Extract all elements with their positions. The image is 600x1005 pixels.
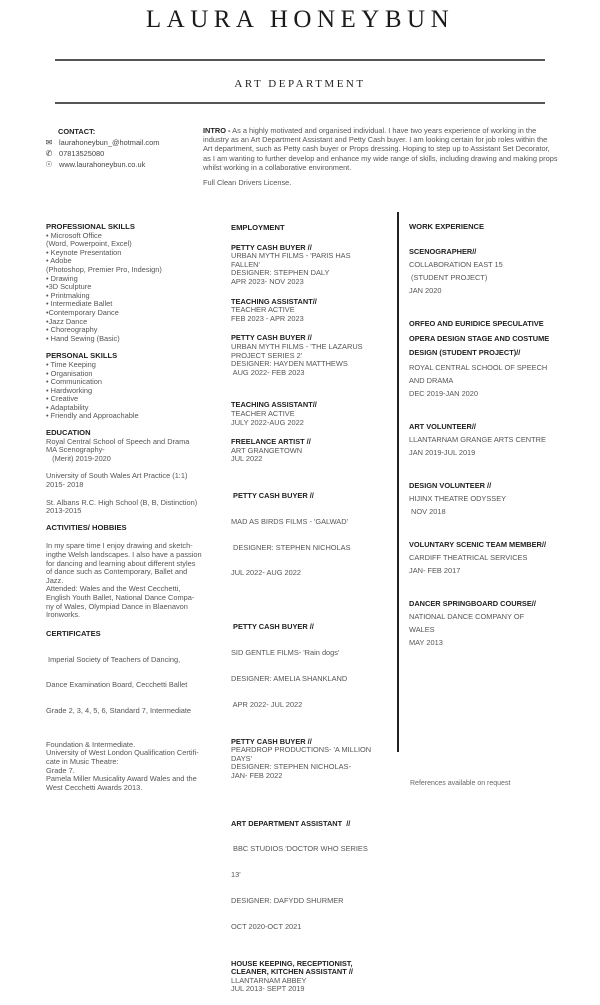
job-line: DESIGNER: HAYDEN MATTHEWS — [231, 359, 348, 369]
top-divider — [55, 59, 545, 61]
activities-line: English Youth Ballet, National Dance Compa- — [46, 592, 195, 602]
education-line: University of South Wales Art Practice (1:1) — [46, 471, 188, 481]
list-item: • Hardworking — [46, 385, 93, 395]
work-line: MAY 2013 — [409, 637, 443, 647]
job-entry — [231, 334, 391, 377]
work-line: CARDIFF THEATRICAL SERVICES — [409, 552, 528, 562]
job-entry — [231, 244, 391, 287]
job-line: PROJECT SERIES 2' — [231, 350, 303, 360]
mail-icon: ✉ — [45, 138, 53, 147]
job-title: TEACHING ASSISTANT// — [231, 296, 317, 306]
work-line: WALES — [409, 624, 435, 634]
list-item: • Communication — [46, 377, 102, 387]
job-line: DESIGNER: DAFYDD SHURMER — [231, 896, 344, 905]
job-line: AUG 2022- FEB 2023 — [231, 367, 305, 377]
personal-skills-heading: PERSONAL SKILLS — [46, 351, 118, 361]
website-row — [43, 159, 203, 170]
list-item: • Microsoft Office — [46, 230, 102, 240]
job-line: TEACHER ACTIVE — [231, 408, 295, 418]
job-line: JUL 2022- AUG 2022 — [231, 568, 301, 578]
education-entry — [46, 499, 211, 516]
activities-line: ny of Wales, Olympiad Dance in Blaenavon — [46, 601, 188, 611]
list-item: • Intermediate Ballet — [46, 299, 113, 309]
work-line: (STUDENT PROJECT) — [409, 273, 488, 282]
certificates-text — [46, 638, 211, 733]
job-entry — [231, 738, 391, 781]
professional-skills-heading: PROFESSIONAL SKILLS — [46, 222, 135, 231]
department-title: ART DEPARTMENT — [234, 78, 366, 90]
list-item: • Drawing — [46, 273, 78, 283]
job-entry — [231, 475, 391, 595]
certificates-line: Grade 7. — [46, 765, 75, 775]
work-line: JAN 2020 — [409, 286, 442, 295]
work-line: JAN- FEB 2017 — [409, 565, 461, 575]
list-item: •3D Sculpture — [46, 282, 92, 292]
activities-text — [46, 542, 211, 619]
contact-label: CONTACT: — [58, 127, 96, 136]
web-icon: ☉ — [45, 160, 53, 169]
education-line: (Merit) 2019-2020 — [46, 453, 111, 463]
activities-line: Ironworks. — [46, 610, 81, 620]
work-line: LLANTARNAM GRANGE ARTS CENTRE — [409, 434, 546, 444]
references-note: References available on request — [410, 780, 511, 787]
work-line: AND DRAMA — [409, 375, 454, 385]
education-line: MA Scenography- — [46, 445, 105, 455]
phone-row — [43, 148, 203, 159]
certificates-text-2 — [46, 741, 211, 793]
job-title: PETTY CASH BUYER // — [231, 491, 314, 501]
employment-heading: EMPLOYMENT — [231, 223, 285, 232]
certificates-line: Dance Examination Board, Cecchetti Ballet — [46, 680, 188, 690]
work-line: HIJINX THEATRE ODYSSEY — [409, 493, 507, 503]
education-line: 2013-2015 — [46, 506, 82, 516]
job-line: MAD AS BIRDS FILMS - 'GALWAD' — [231, 516, 348, 526]
activities-line: of dance such as Contemporary, Ballet and — [46, 567, 188, 577]
job-title: PETTY CASH BUYER // — [231, 242, 312, 252]
job-title: PETTY CASH BUYER // — [231, 736, 312, 746]
certificates-heading: CERTIFICATES — [46, 628, 101, 638]
work-entry — [409, 479, 569, 518]
job-line: DAYS' — [231, 753, 252, 763]
work-entry — [409, 597, 569, 649]
contact-section — [43, 127, 203, 170]
email-link[interactable]: laurahoneybun_@hotmail.com — [59, 138, 160, 147]
professional-skills-list — [46, 232, 211, 344]
job-line: BBC STUDIOS 'DOCTOR WHO SERIES — [231, 844, 368, 854]
work-line: DEC 2019-JAN 2020 — [409, 388, 479, 398]
list-item: • Friendly and Approachable — [46, 411, 139, 421]
list-item: •Jazz Dance — [46, 316, 88, 326]
education-entry — [46, 472, 211, 489]
list-item: • Organisation — [46, 368, 93, 378]
activities-line: Jazz. — [46, 575, 64, 585]
activities-line: for dancing and learning about different styles — [46, 558, 196, 568]
left-column — [46, 223, 211, 792]
activities-heading: ACTIVITIES/ HOBBIES — [46, 522, 127, 532]
work-title: SCENOGRAPHER// — [409, 247, 477, 256]
certificates-line: Foundation & Intermediate. — [46, 739, 136, 749]
license-text: Full Clean Drivers License. — [203, 178, 292, 188]
job-line: DESIGNER: AMELIA SHANKLAND — [231, 673, 348, 683]
bottom-divider — [55, 102, 545, 104]
work-title: DESIGN VOLUNTEER // — [409, 480, 492, 490]
work-title: DANCER SPRINGBOARD COURSE// — [409, 598, 536, 608]
job-line: DESIGNER: STEPHEN DALY — [231, 268, 330, 278]
email-row — [43, 137, 203, 148]
work-entry — [409, 420, 569, 459]
job-line: OCT 2020-OCT 2021 — [231, 921, 302, 931]
certificates-line: Grade 2, 3, 4, 5, 6, Standard 7, Intermediate — [46, 706, 192, 716]
work-title: VOLUNTARY SCENIC TEAM MEMBER// — [409, 539, 547, 549]
list-item: •Contemporary Dance — [46, 307, 119, 317]
intro-section — [203, 126, 558, 187]
list-item: • Adobe — [46, 256, 72, 266]
intro-paragraph — [203, 126, 558, 172]
job-line: 13' — [231, 870, 241, 880]
phone-number: 07813525080 — [59, 149, 105, 158]
job-line: DESIGNER: STEPHEN NICHOLAS- — [231, 762, 351, 772]
certificates-line: Imperial Society of Teachers of Dancing, — [46, 654, 181, 664]
certificates-line: Pamela Miller Musicality Award Wales and the — [46, 774, 197, 784]
job-title: PETTY CASH BUYER // — [231, 333, 312, 343]
job-line: APR 2023- NOV 2023 — [231, 276, 304, 286]
job-line: SID GENTLE FILMS- 'Rain dogs' — [231, 648, 340, 658]
work-line: NATIONAL DANCE COMPANY OF — [409, 611, 525, 621]
list-item: • Hand Sewing (Basic) — [46, 333, 120, 343]
website-link[interactable]: www.laurahoneybun.co.uk — [59, 160, 146, 169]
work-title: ART VOLUNTEER// — [409, 421, 476, 431]
education-line: St. Albans R.C. High School (B, B, Distinction) — [46, 497, 198, 507]
job-entry — [231, 960, 391, 994]
education-line: Royal Central School of Speech and Drama — [46, 436, 190, 446]
job-entry — [231, 802, 391, 948]
certificates-line: cate in Music Theatre: — [46, 757, 119, 767]
education-line: 2015- 2018 — [46, 480, 84, 490]
job-title: ART DEPARTMENT ASSISTANT // — [231, 818, 351, 828]
personal-skills-list — [46, 361, 211, 421]
work-entry — [409, 538, 569, 577]
job-line: FALLEN' — [231, 259, 260, 269]
job-line: JUL 2022 — [231, 454, 263, 464]
job-line: TEACHER ACTIVE — [231, 305, 295, 315]
work-experience-column — [409, 220, 569, 669]
activities-line: ingthe Welsh landscapes. I also have a passion — [46, 550, 202, 559]
job-entry — [231, 438, 391, 464]
job-title: TEACHING ASSISTANT// — [231, 400, 317, 410]
phone-icon: ✆ — [45, 149, 53, 158]
list-item: • Keynote Presentation — [46, 247, 122, 257]
list-item: • Creative — [46, 394, 79, 404]
job-title: PETTY CASH BUYER // — [231, 622, 314, 632]
list-item: (Word, Powerpoint, Excel) — [46, 239, 132, 249]
job-line: URBAN MYTH FILMS - 'PARIS HAS — [231, 251, 351, 261]
job-line: JUL 2013- SEPT 2019 — [231, 984, 305, 994]
column-divider — [397, 212, 399, 752]
job-entry — [231, 298, 391, 324]
job-line: JAN- FEB 2022 — [231, 770, 283, 780]
activities-line: In my spare time I enjoy drawing and sketch- — [46, 541, 193, 551]
work-line: JAN 2019-JUL 2019 — [409, 447, 476, 457]
job-line: URBAN MYTH FILMS - 'THE LAZARUS — [231, 341, 363, 351]
intro-lead: INTRO - — [203, 126, 231, 135]
work-title: ORFEO AND EURIDICE SPECULATIVE OPERA DESIGN STAGE AND COSTUME DESIGN (STUDENT PROJECT)// — [409, 319, 550, 357]
employment-column — [231, 224, 391, 1005]
job-line: LLANTARNAM ABBEY — [231, 975, 307, 985]
job-line: DESIGNER: STEPHEN NICHOLAS — [231, 542, 351, 552]
certificates-line: University of West London Qualification Certifi- — [46, 748, 199, 758]
work-line: NOV 2018 — [409, 506, 446, 516]
job-title: FREELANCE ARTIST // — [231, 437, 311, 447]
job-line: ART GRANGETOWN — [231, 445, 303, 455]
list-item: • Time Keeping — [46, 359, 96, 369]
work-experience-heading: WORK EXPERIENCE — [409, 222, 485, 231]
education-heading: EDUCATION — [46, 428, 91, 438]
work-entry — [409, 245, 569, 297]
certificates-line: West Cecchetti Awards 2013. — [46, 782, 143, 792]
job-line: JULY 2022-AUG 2022 — [231, 417, 304, 427]
list-item: • Choreography — [46, 325, 98, 335]
activities-line: Attended: Wales and the West Cecchetti, — [46, 584, 181, 594]
job-title: HOUSE KEEPING, RECEPTIONIST, CLEANER, KITCHEN ASSISTANT // — [231, 958, 353, 977]
education-entry — [46, 438, 211, 464]
job-line: PEARDROP PRODUCTIONS- 'A MILLION — [231, 745, 372, 755]
job-line: FEB 2023 - APR 2023 — [231, 313, 304, 323]
job-entry — [231, 606, 391, 726]
intro-text: As a highly motivated and organised individual. I have two years experience of working in the industry as an Art Department Assistant and Petty Cash buyer. I am looking certain for job roles within the Art department, such as Petty cash buyer or Props dressing. Hoping to step up to Assistant Set Decorator, as I am wanting to further develop and enhance my wide range of skills, including drawing and making props whilst working in a collaborative environment. — [203, 126, 558, 172]
list-item: • Printmaking — [46, 290, 90, 300]
job-entry — [231, 401, 391, 427]
candidate-name: LAURA HONEYBUN — [145, 6, 455, 33]
work-line: COLLABORATION EAST 15 — [409, 260, 503, 269]
work-entry — [409, 317, 569, 400]
work-line: ROYAL CENTRAL SCHOOL OF SPEECH — [409, 362, 548, 372]
job-line: APR 2022- JUL 2022 — [231, 699, 303, 709]
list-item: (Photoshop, Premier Pro, Indesign) — [46, 264, 162, 274]
list-item: • Adaptability — [46, 402, 89, 412]
